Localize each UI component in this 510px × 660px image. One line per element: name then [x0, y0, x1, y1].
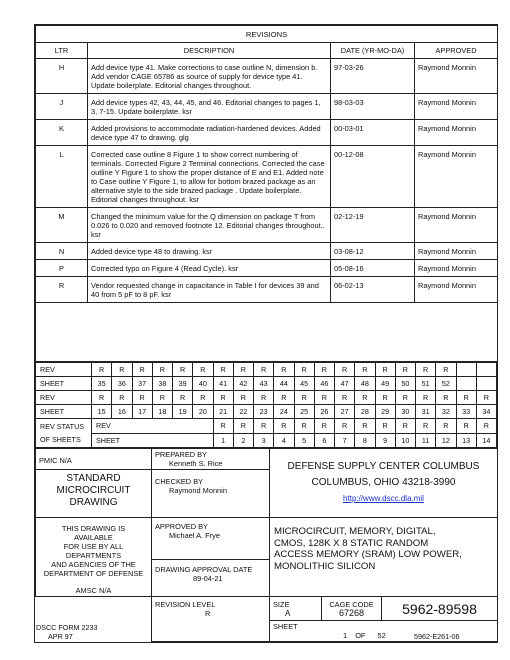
revisions-frame [34, 24, 498, 643]
grid-rev-cell: R [395, 391, 415, 405]
availability-line: DEPARTMENTS [65, 551, 122, 560]
availability-line: THIS DRAWING IS [61, 524, 126, 533]
grid-rev-cell: R [92, 391, 112, 405]
status-sheet-cell: 9 [375, 433, 395, 448]
revision-ltr: L [36, 146, 88, 208]
revision-row [36, 120, 498, 146]
pmic-text: PMIC N/A [39, 456, 72, 465]
approval-date-cell [152, 560, 270, 597]
grid-rev-cell: R [173, 391, 193, 405]
checked-cell [152, 470, 270, 518]
status-sheet-cell: 13 [456, 433, 476, 448]
rev-status-text: REV STATUS [40, 422, 85, 431]
grid-rev-cell: R [375, 391, 395, 405]
revision-date: 97-03-26 [331, 59, 415, 94]
size-value: A [285, 609, 291, 618]
status-sheet-cell: 7 [335, 433, 355, 448]
grid-rev-cell: R [355, 363, 375, 377]
status-sheet-cell: 4 [274, 433, 294, 448]
grid-rev-cell: R [335, 363, 355, 377]
grid-rev-cell: R [436, 391, 456, 405]
grid-sheet-cell: 41 [213, 377, 233, 391]
grid-rev-cell: R [254, 391, 274, 405]
status-sheet-cell: 12 [436, 433, 456, 448]
grid-sheet-label: SHEET [36, 377, 92, 391]
sheet-label: SHEET [273, 622, 298, 631]
form-name: DSCC FORM 2233 [36, 623, 98, 632]
sheet-number: 1 [343, 631, 348, 640]
sheet-total: 52 [377, 631, 386, 640]
agency-cell [270, 449, 498, 518]
revision-description: Vendor requested change in capacitance in Table I for devices 39 and 40 from 5 pF to 8 pF. ksr [88, 277, 331, 303]
status-rev-cell: R [476, 419, 496, 434]
grid-rev-cell: R [395, 363, 415, 377]
prepared-cell [152, 449, 270, 470]
drawing-title-line: MICROCIRCUIT, MEMORY, DIGITAL, [274, 526, 436, 537]
grid-sheet-label: SHEET [36, 405, 92, 419]
approval-date-label: DRAWING APPROVAL DATE [155, 565, 253, 575]
revision-row [36, 277, 498, 303]
grid-sheet-cell: 35 [92, 377, 112, 391]
status-rev-cell: R [416, 419, 436, 434]
sheet-of-cell [270, 621, 498, 642]
grid-sheet-cell: 27 [335, 405, 355, 419]
status-rev-cell: R [395, 419, 415, 434]
grid-sheet-cell: 24 [274, 405, 294, 419]
doc-id: 5962-E261-06 [414, 632, 460, 641]
grid-rev-cell: R [476, 391, 496, 405]
checked-label: CHECKED BY [155, 477, 204, 486]
status-rev-cell: R [355, 419, 375, 434]
grid-rev-label: REV [36, 391, 92, 405]
revision-level-label: REVISION LEVEL [155, 600, 216, 609]
revision-description: Add device types 42, 43, 44, 45, and 46. Editorial changes to pages 1, 3, 7-15. Update boilerplate. ksr [88, 94, 331, 120]
grid-rev-cell: R [152, 391, 172, 405]
grid-rev-cell: R [355, 391, 375, 405]
revision-row [36, 260, 498, 277]
amsc-text: AMSC N/A [75, 586, 112, 595]
grid-rev-cell: R [294, 363, 314, 377]
availability-line: AND AGENCIES OF THE [51, 560, 136, 569]
revisions-table [35, 25, 498, 362]
status-sheet-cell: 14 [476, 433, 496, 448]
revision-date: 00-12-08 [331, 146, 415, 208]
of-sheets-text: OF SHEETS [40, 435, 81, 444]
doc-number-cell [382, 597, 498, 621]
grid-rev-cell: R [112, 363, 132, 377]
grid-sheet-cell: 34 [476, 405, 496, 419]
grid-sheet-cell: 15 [92, 405, 112, 419]
status-sheet-cell: 6 [314, 433, 334, 448]
grid-rev-cell: R [375, 363, 395, 377]
grid-sheet-cell: 29 [375, 405, 395, 419]
agency-url-link[interactable]: http://www.dscc.dla.mil [343, 494, 424, 503]
revision-date: 98-03-03 [331, 94, 415, 120]
approved-cell [152, 518, 270, 560]
sheet-status-grid [35, 362, 497, 448]
revisions-blank-space [36, 303, 498, 362]
grid-rev-cell: R [132, 391, 152, 405]
grid-sheet-cell: 46 [314, 377, 334, 391]
revision-description: Added provisions to accommodate radiation-hardened devices. Added device type 47 to drawing. glg [88, 120, 331, 146]
status-sheet-cell: 8 [355, 433, 375, 448]
grid-sheet-cell: 36 [112, 377, 132, 391]
grid-sheet-cell: 40 [193, 377, 213, 391]
agency-address: COLUMBUS, OHIO 43218-3990 [311, 477, 456, 488]
revision-row [36, 59, 498, 94]
size-cell [270, 597, 322, 621]
grid-sheet-cell: 47 [335, 377, 355, 391]
availability-line: DEPARTMENT OF DEFENSE [43, 569, 144, 578]
grid-rev-cell [476, 363, 496, 377]
grid-sheet-cell: 50 [395, 377, 415, 391]
status-rev-cell: R [213, 419, 233, 434]
grid-sheet-cell: 18 [152, 405, 172, 419]
revision-ltr: R [36, 277, 88, 303]
grid-sheet-cell: 30 [395, 405, 415, 419]
revision-ltr: H [36, 59, 88, 94]
revision-ltr: M [36, 208, 88, 243]
status-sheet-cell: 3 [254, 433, 274, 448]
grid-sheet-cell: 42 [233, 377, 253, 391]
revision-row [36, 243, 498, 260]
drawing-title-line: ACCESS MEMORY (SRAM) LOW POWER, [274, 549, 462, 560]
revision-ltr: P [36, 260, 88, 277]
revision-date: 00-03-01 [331, 120, 415, 146]
grid-rev-cell: R [112, 391, 132, 405]
availability-line: AVAILABLE [74, 533, 113, 542]
revision-approved: Raymond Monnin [415, 59, 498, 94]
status-sheet-label: SHEET [92, 433, 214, 448]
grid-sheet-cell: 25 [294, 405, 314, 419]
revision-description: Corrected case outline 8 Figure 1 to show correct numbering of terminals. Corrected Figure 2 Terminal connections. Corrected the case outline Y Figure 1 to show the proper distance of E and E1. Added note to Case outline Y Figure 1, to allow for bottom brazed package as an alternative style to the side brazed package . Update boilerplate. Editorial changes throughout. ksr [88, 146, 331, 208]
revision-date: 02-12-19 [331, 208, 415, 243]
grid-sheet-cell: 32 [436, 405, 456, 419]
status-rev-cell: R [436, 419, 456, 434]
grid-sheet-cell: 51 [416, 377, 436, 391]
grid-rev-cell: R [416, 391, 436, 405]
revision-date: 05-08-16 [331, 260, 415, 277]
smd-line-1: STANDARD [66, 473, 121, 484]
cage-value: 67268 [338, 608, 365, 618]
availability-line: FOR USE BY ALL [63, 542, 124, 551]
col-description: DESCRIPTION [88, 43, 331, 59]
grid-rev-cell: R [294, 391, 314, 405]
revision-date: 03-08-12 [331, 243, 415, 260]
status-sheet-cell: 5 [294, 433, 314, 448]
grid-rev-cell: R [274, 391, 294, 405]
revision-description: Added device type 48 to drawing. ksr [88, 243, 331, 260]
grid-sheet-cell: 33 [456, 405, 476, 419]
grid-sheet-cell [476, 377, 496, 391]
revision-approved: Raymond Monnin [415, 208, 498, 243]
status-rev-cell: R [294, 419, 314, 434]
approved-name: Michael A. Frye [169, 530, 220, 540]
grid-rev-cell: R [456, 391, 476, 405]
grid-sheet-cell: 28 [355, 405, 375, 419]
grid-sheet-cell: 48 [355, 377, 375, 391]
grid-sheet-cell: 23 [254, 405, 274, 419]
grid-rev-cell: R [233, 391, 253, 405]
status-sheet-cell: 11 [416, 433, 436, 448]
grid-sheet-cell: 31 [416, 405, 436, 419]
status-sheet-cell: 2 [233, 433, 253, 448]
grid-sheet-cell: 52 [436, 377, 456, 391]
grid-sheet-cell: 38 [152, 377, 172, 391]
prepared-name: Kenneth S. Rice [169, 458, 223, 468]
revision-approved: Raymond Monnin [415, 277, 498, 303]
grid-sheet-cell: 26 [314, 405, 334, 419]
grid-sheet-cell: 43 [254, 377, 274, 391]
grid-sheet-cell: 49 [375, 377, 395, 391]
grid-sheet-cell: 17 [132, 405, 152, 419]
smd-line-2: MICROCIRCUIT [56, 485, 131, 496]
cage-label: CAGE CODE [329, 600, 374, 609]
status-rev-cell: R [254, 419, 274, 434]
revision-approved: Raymond Monnin [415, 120, 498, 146]
revision-ltr: K [36, 120, 88, 146]
revision-ltr: J [36, 94, 88, 120]
grid-sheet-cell [456, 377, 476, 391]
size-label: SIZE [273, 600, 290, 609]
grid-rev-cell: R [132, 363, 152, 377]
grid-rev-cell: R [254, 363, 274, 377]
revision-date: 06-02-13 [331, 277, 415, 303]
status-rev-cell: R [456, 419, 476, 434]
prepared-label: PREPARED BY [155, 450, 208, 459]
grid-sheet-cell: 19 [173, 405, 193, 419]
of-label: OF [355, 631, 366, 640]
revision-level: R [205, 609, 211, 618]
grid-sheet-cell: 16 [112, 405, 132, 419]
grid-rev-cell: R [152, 363, 172, 377]
revision-approved: Raymond Monnin [415, 94, 498, 120]
grid-sheet-cell: 39 [173, 377, 193, 391]
revisions-title: REVISIONS [36, 26, 498, 43]
grid-sheet-cell: 20 [193, 405, 213, 419]
cage-cell [322, 597, 382, 621]
form-date: APR 97 [48, 632, 73, 641]
revision-approved: Raymond Monnin [415, 243, 498, 260]
col-ltr: LTR [36, 43, 88, 59]
revision-description: Corrected typo on Figure 4 (Read Cycle). ksr [88, 260, 331, 277]
approved-label: APPROVED BY [155, 522, 208, 531]
revision-level-cell [152, 597, 270, 642]
grid-rev-label: REV [36, 363, 92, 377]
grid-rev-cell: R [335, 391, 355, 405]
title-block [35, 448, 498, 642]
revision-approved: Raymond Monnin [415, 146, 498, 208]
revision-row [36, 94, 498, 120]
grid-rev-cell: R [274, 363, 294, 377]
doc-number: 5962-89598 [402, 600, 477, 617]
grid-sheet-cell: 44 [274, 377, 294, 391]
drawing-title-line: CMOS, 128K X 8 STATIC RANDOM [274, 537, 429, 549]
grid-sheet-cell: 21 [213, 405, 233, 419]
status-rev-cell: R [233, 419, 253, 434]
col-date: DATE (YR-MO-DA) [331, 43, 415, 59]
approval-date: 89-04-21 [193, 573, 223, 583]
smd-line-3: DRAWING [69, 497, 118, 508]
drawing-title-cell [270, 518, 498, 597]
checked-name: Raymond Monnin [169, 485, 227, 495]
agency-name: DEFENSE SUPPLY CENTER COLUMBUS [287, 461, 480, 472]
rev-status-label [36, 419, 92, 448]
grid-sheet-cell: 37 [132, 377, 152, 391]
status-rev-cell: R [375, 419, 395, 434]
revision-row [36, 146, 498, 208]
status-rev-cell: R [274, 419, 294, 434]
form-id [36, 623, 98, 641]
grid-rev-cell: R [193, 363, 213, 377]
grid-rev-cell: R [92, 363, 112, 377]
status-rev-cell: R [314, 419, 334, 434]
grid-rev-cell: R [173, 363, 193, 377]
status-sheet-cell: 10 [395, 433, 415, 448]
revision-ltr: N [36, 243, 88, 260]
smd-title-cell [36, 470, 152, 518]
revision-description: Changed the minimum value for the Q dimension on package T from 0.026 to 0.020 and removed footnote 12. Editorial changes throughout.. ksr [88, 208, 331, 243]
grid-rev-cell: R [213, 391, 233, 405]
grid-rev-cell: R [213, 363, 233, 377]
grid-rev-cell [456, 363, 476, 377]
grid-rev-cell: R [436, 363, 456, 377]
grid-rev-cell: R [233, 363, 253, 377]
grid-sheet-cell: 22 [233, 405, 253, 419]
revision-approved: Raymond Monnin [415, 260, 498, 277]
status-rev-label: REV [92, 419, 214, 434]
drawing-title-line: MONOLITHIC SILICON [274, 560, 376, 572]
revision-description: Add device type 41. Make corrections to case outline N, dimension b. Add vendor CAGE 65786 as source of supply for device type 41. Update boilerplate. Editorial changes throughout. [88, 59, 331, 94]
grid-rev-cell: R [314, 391, 334, 405]
status-rev-cell: R [335, 419, 355, 434]
status-sheet-cell: 1 [213, 433, 233, 448]
grid-rev-cell: R [193, 391, 213, 405]
col-approved: APPROVED [415, 43, 498, 59]
availability-cell [36, 518, 152, 597]
grid-rev-cell: R [416, 363, 436, 377]
grid-sheet-cell: 45 [294, 377, 314, 391]
revision-row [36, 208, 498, 243]
grid-rev-cell: R [314, 363, 334, 377]
pmic-cell [36, 449, 152, 470]
